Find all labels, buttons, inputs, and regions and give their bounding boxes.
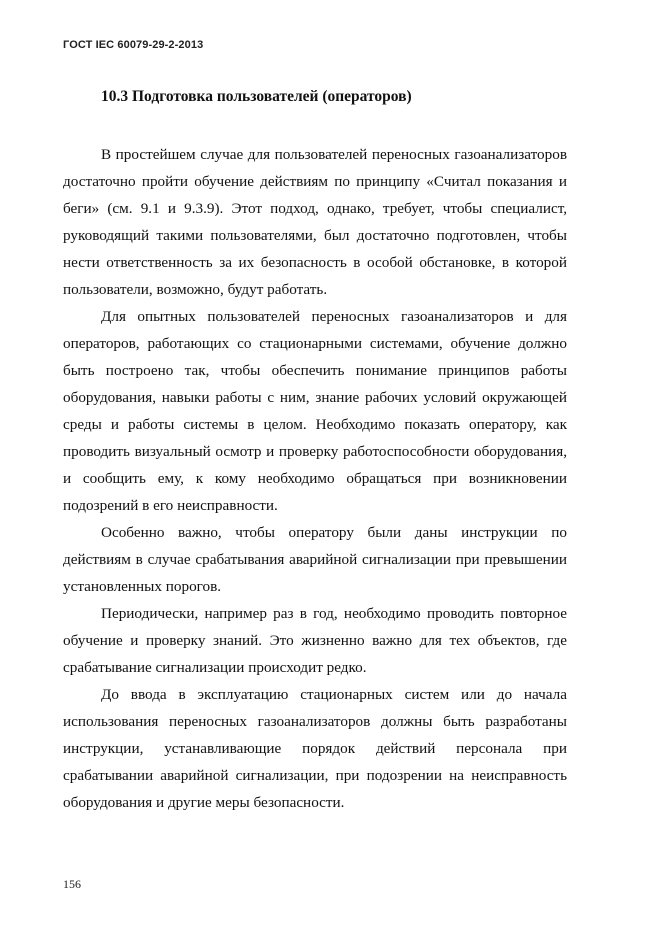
paragraph-1: В простейшем случае для пользователей переносных газоанализаторов достаточно пройти обучение действиям по принципу «Считал показания и беги» (см. 9.1 и 9.3.9). Этот подход, однако, требует, чтобы специалист, руководящий такими пользователями, был достаточно подготовлен, чтобы нести ответственность за их безопасность в особой обстановке, в которой пользователи, возможно, будут работать. — [63, 146, 567, 298]
section-title: 10.3 Подготовка пользователей (операторов) — [101, 88, 412, 105]
document-header: ГОСТ IEC 60079-29-2-2013 — [63, 39, 204, 51]
page-number: 156 — [63, 877, 81, 891]
paragraph-3: Особенно важно, чтобы оператору были даны инструкции по действиям в случае срабатывания аварийной сигнализации при превышении установленных порогов. — [63, 524, 567, 595]
paragraph-2: Для опытных пользователей переносных газоанализаторов и для операторов, работающих со стационарными системами, обучение должно быть построено так, чтобы обеспечить понимание принципов работы оборудования, навыки работы с ним, знание рабочих условий окружающей среды и работы системы в целом. Необходимо показать оператору, как проводить визуальный осмотр и проверку работоспособности оборудования, и сообщить ему, к кому необходимо обращаться при возникновении подозрений в его неисправности. — [63, 308, 567, 514]
paragraph-5: До ввода в эксплуатацию стационарных систем или до начала использования переносных газоанализаторов должны быть разработаны инструкции, устанавливающие порядок действий персонала при срабатывании аварийной сигнализации, при подозрении на неисправность оборудования и другие меры безопасности. — [63, 686, 567, 811]
body-text — [63, 141, 567, 816]
paragraph-4: Периодически, например раз в год, необходимо проводить повторное обучение и проверку знаний. Это жизненно важно для тех объектов, где срабатывание сигнализации происходит редко. — [63, 605, 567, 676]
